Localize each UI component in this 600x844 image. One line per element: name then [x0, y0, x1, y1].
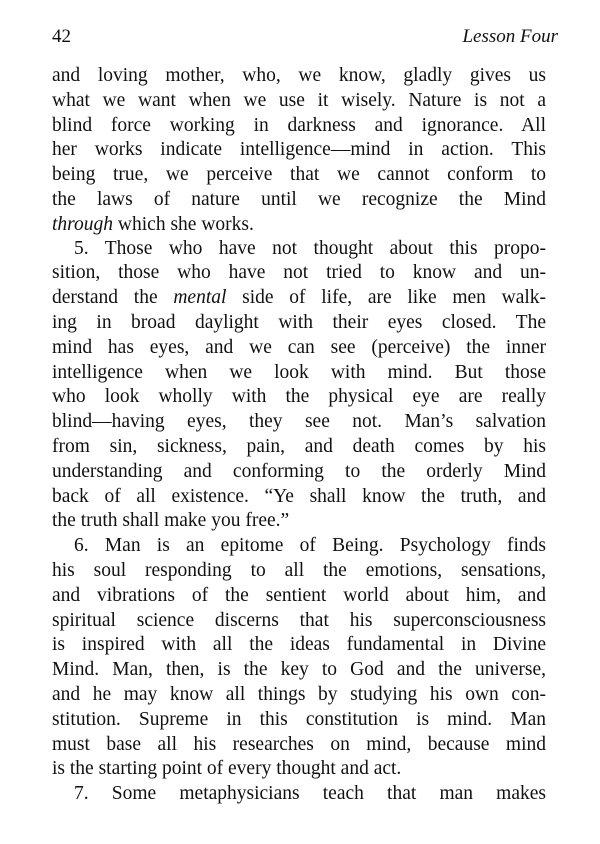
- text-line: is the starting point of every thought and act.: [52, 758, 402, 780]
- running-head: Lesson Four: [462, 26, 558, 47]
- text-line: [52, 286, 546, 311]
- text-line: the laws of nature until we recognize the Mind: [52, 188, 546, 210]
- text-line: intelligence when we look with mind. But those: [52, 361, 546, 383]
- text-line: [52, 213, 546, 238]
- text-line: Mind. Man, then, is the key to God and the universe,: [52, 659, 546, 681]
- text-line: spiritual science discerns that his superconsciousness: [52, 609, 546, 631]
- text-line-start: derstand the: [52, 287, 158, 309]
- paragraph-6-start: 6. Man is an epitome of Being. Psychology finds: [74, 535, 546, 557]
- emphasis-mental: mental: [173, 287, 227, 309]
- text-line: blind—having eyes, they see not. Man’s salvation: [52, 411, 546, 433]
- text-line-rest: which she works.: [117, 213, 254, 235]
- text-line: must base all his researches on mind, because mind: [52, 733, 546, 755]
- text-line: and he may know all things by studying his own con-: [52, 683, 546, 705]
- paragraph-5-start: 5. Those who have not thought about this propo-: [74, 237, 546, 259]
- emphasis-through: through: [52, 213, 114, 235]
- page-header: [52, 26, 558, 52]
- text-line: back of all existence. “Ye shall know the truth, and: [52, 485, 546, 507]
- text-line: understanding and conforming to the orderly Mind: [52, 460, 546, 482]
- text-line: is inspired with all the ideas fundamental in Divine: [52, 634, 546, 656]
- page-number: 42: [52, 26, 71, 47]
- text-line-rest: side of life, are like men walk-: [242, 287, 547, 309]
- text-line: blind force working in darkness and ignorance. All: [52, 114, 546, 136]
- body-text: [52, 64, 546, 807]
- paragraph-7-start: 7. Some metaphysicians teach that man makes: [74, 783, 546, 805]
- text-line: from sin, sickness, pain, and death comes by his: [52, 435, 546, 457]
- text-line: stitution. Supreme in this constitution is mind. Man: [52, 708, 546, 730]
- text-line: his soul responding to all the emotions, sensations,: [52, 559, 546, 581]
- text-line: who look wholly with the physical eye are really: [52, 386, 546, 408]
- text-line: mind has eyes, and we can see (perceive) the inner: [52, 336, 546, 358]
- text-line: her works indicate intelligence—mind in action. This: [52, 139, 546, 161]
- text-line: and vibrations of the sentient world about him, and: [52, 584, 546, 606]
- text-line: sition, those who have not tried to know and un-: [52, 262, 546, 284]
- text-line: what we want when we use it wisely. Nature is not a: [52, 89, 546, 111]
- text-line: and loving mother, who, we know, gladly gives us: [52, 65, 546, 86]
- text-line: being true, we perceive that we cannot conform to: [52, 164, 546, 186]
- text-line: ing in broad daylight with their eyes closed. The: [52, 311, 546, 333]
- text-line: the truth shall make you free.”: [52, 510, 290, 532]
